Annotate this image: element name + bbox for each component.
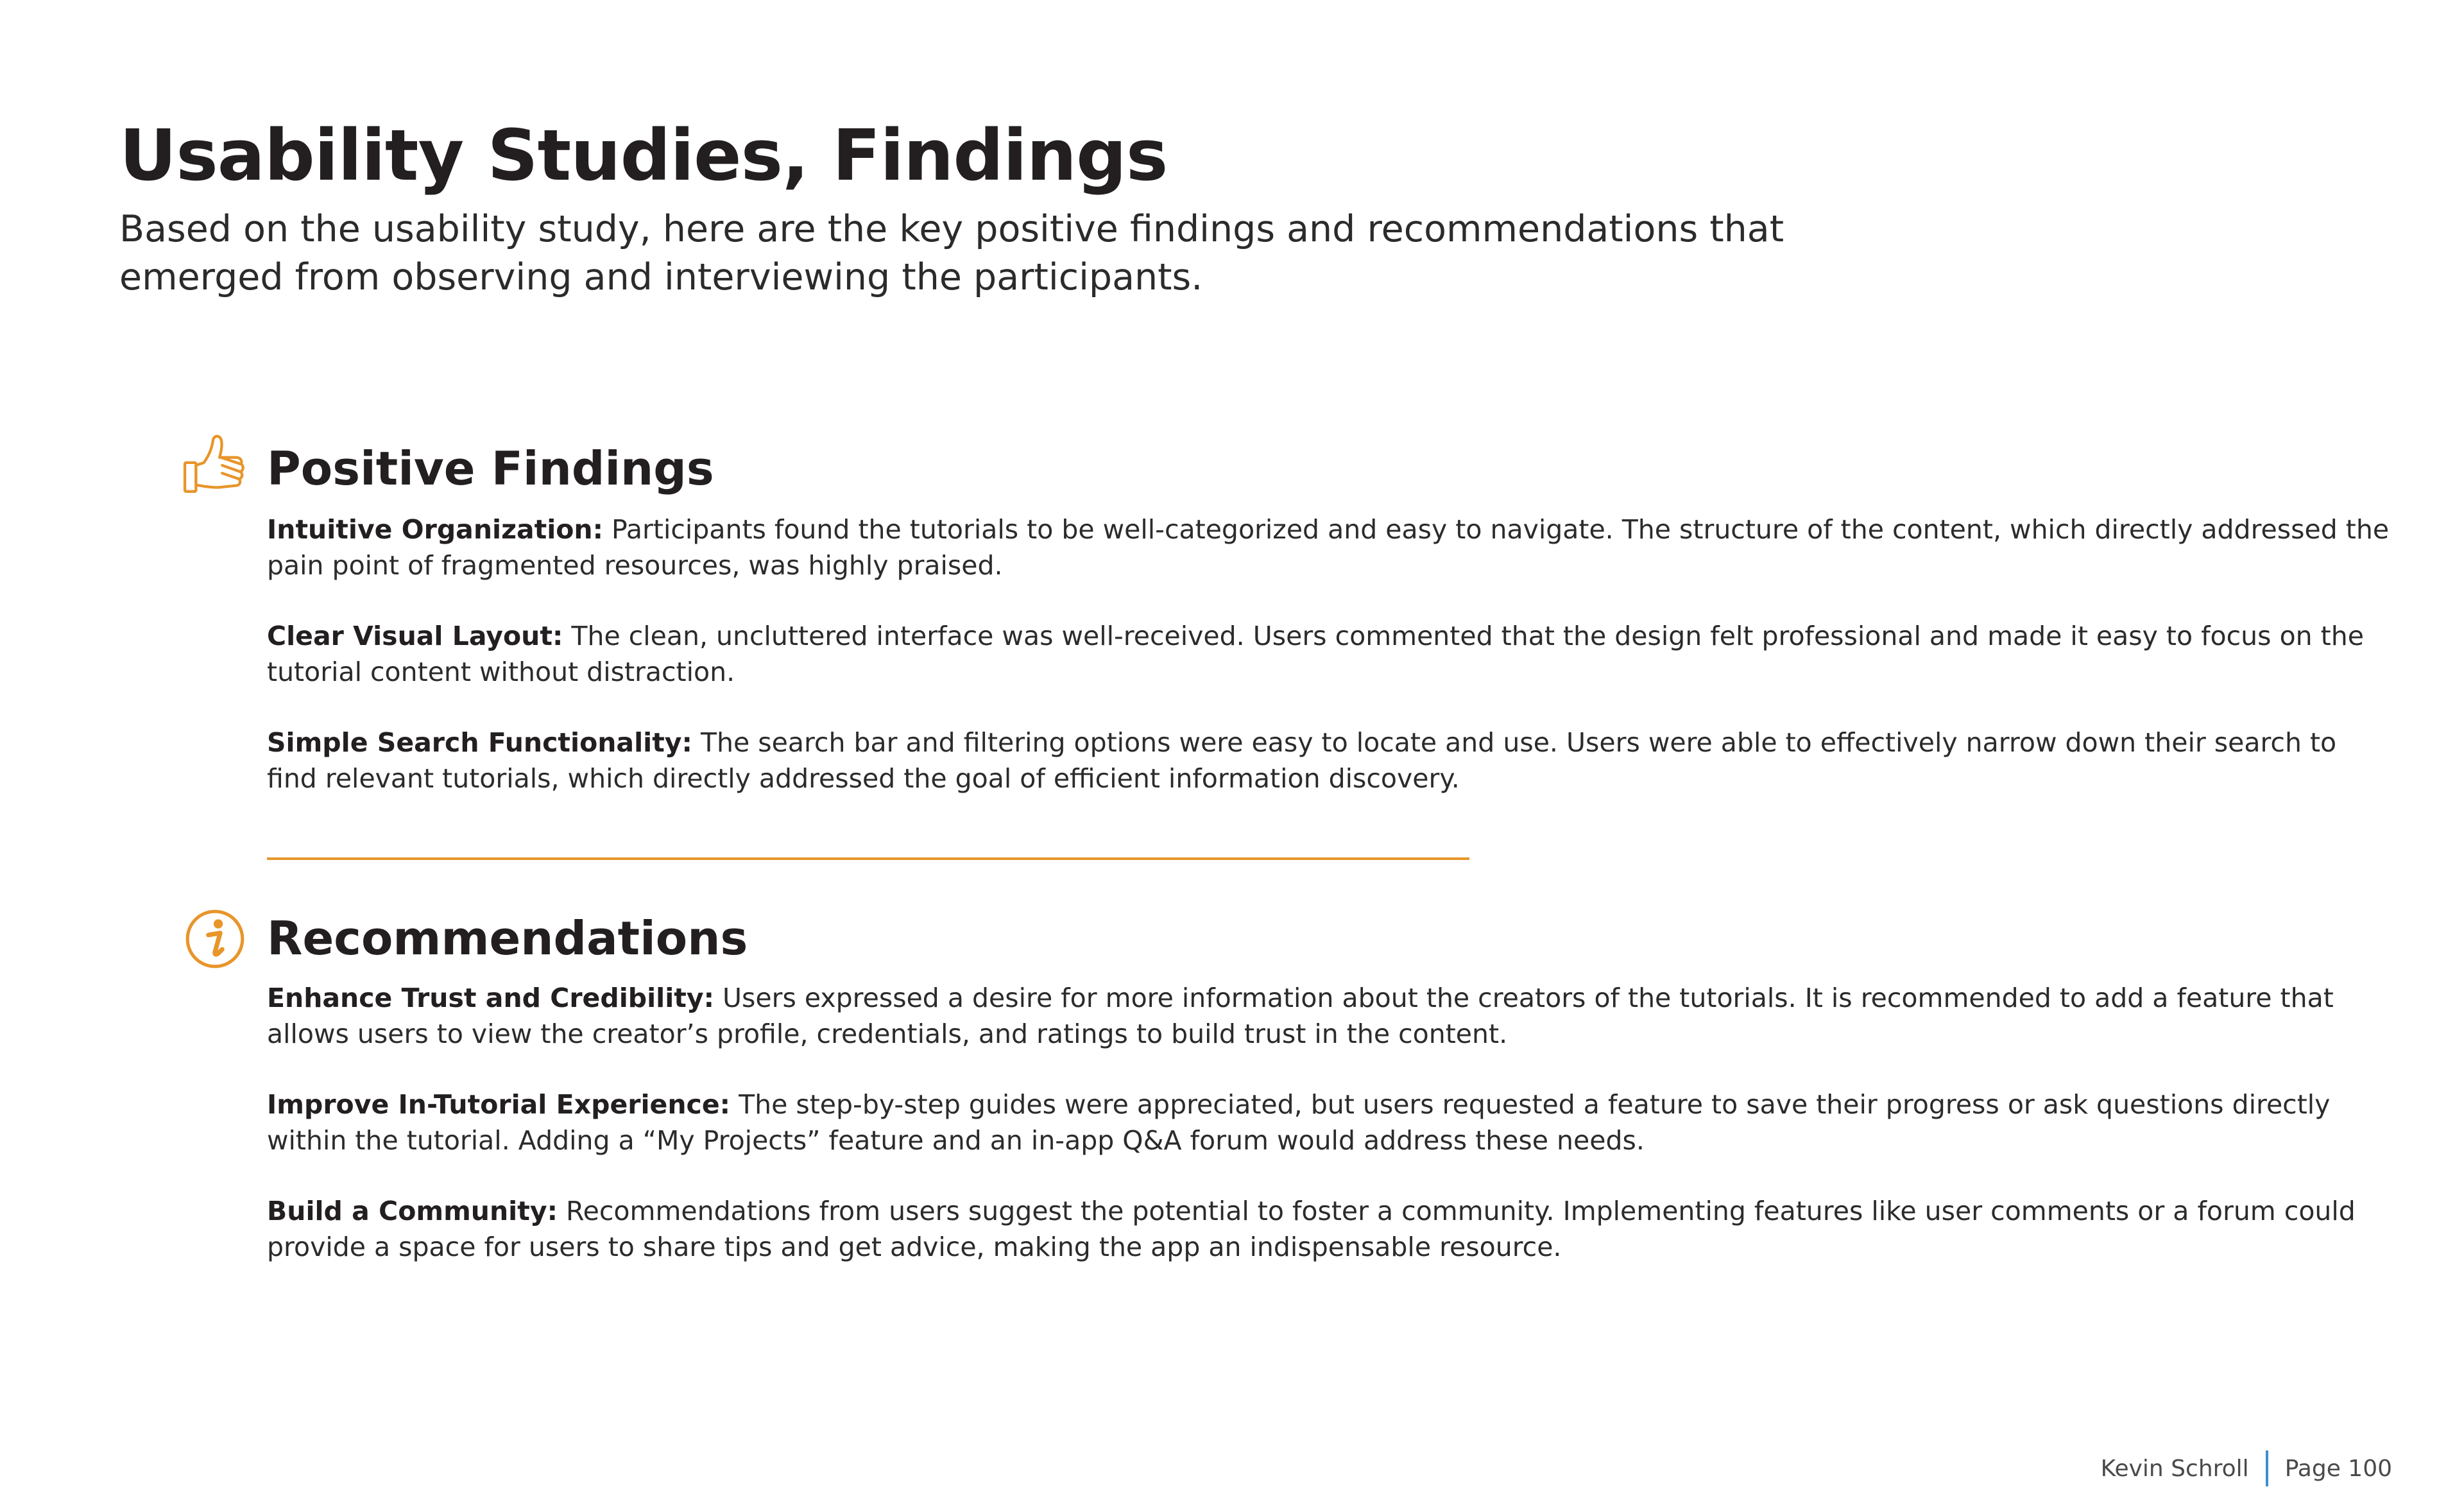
- finding-item: [267, 618, 2391, 690]
- section-heading-recommendations: Recommendations: [267, 911, 748, 965]
- finding-title: Clear Visual Layout:: [267, 621, 563, 651]
- finding-item: [267, 512, 2391, 583]
- recommendation-item: [267, 980, 2391, 1052]
- footer-page-number: Page 100: [2284, 1455, 2392, 1482]
- thumbs-up-icon: [182, 433, 248, 498]
- page-intro: Based on the usability study, here are the key positive findings and recommendations that emerged from observing and interviewing the participants.: [119, 208, 1784, 298]
- recommendation-text: The step-by-step guides were appreciated, but users requested a feature to save their progress or ask questions directly within the tutorial. Adding a “My Projects” feature and an in-app Q&A forum would address these needs.: [267, 1089, 2331, 1156]
- recommendation-item: [267, 1087, 2391, 1158]
- info-icon: [182, 906, 248, 972]
- finding-text: The search bar and filtering options were easy to locate and use. Users were able to effectively narrow down their search to find relevant tutorials, which directly addressed the goal of efficient information discovery.: [267, 727, 2337, 794]
- finding-item: [267, 725, 2391, 796]
- finding-title: Simple Search Functionality:: [267, 727, 692, 758]
- recommendation-text: Users expressed a desire for more information about the creators of the tutorials. It is recommended to add a feature that allows users to view the creator’s profile, credentials, and ratings to build trust in the content.: [267, 983, 2334, 1049]
- section-divider: [267, 857, 1469, 860]
- section-heading-positive-findings: Positive Findings: [267, 442, 714, 495]
- recommendation-title: Improve In-Tutorial Experience:: [267, 1089, 731, 1120]
- recommendation-text: Recommendations from users suggest the potential to foster a community. Implementing features like user comments or a forum could provide a space for users to share tips and get advice, making the app an indispensable resource.: [267, 1196, 2356, 1262]
- finding-text: Participants found the tutorials to be well-categorized and easy to navigate. The structure of the content, which directly addressed the pain point of fragmented resources, was highly praised.: [267, 514, 2390, 581]
- page-title: Usability Studies, Findings: [119, 114, 1168, 196]
- footer-separator: [2266, 1450, 2268, 1486]
- page-footer: [2101, 1449, 2392, 1488]
- finding-title: Intuitive Organization:: [267, 514, 604, 545]
- footer-author: Kevin Schroll: [2100, 1455, 2249, 1482]
- finding-text: The clean, uncluttered interface was well-received. Users commented that the design felt professional and made it easy to focus on the tutorial content without distraction.: [267, 621, 2364, 687]
- recommendation-item: [267, 1193, 2391, 1265]
- recommendations-list: [267, 980, 2391, 1265]
- recommendation-title: Build a Community:: [267, 1196, 558, 1226]
- positive-findings-list: [267, 512, 2391, 796]
- recommendation-title: Enhance Trust and Credibility:: [267, 983, 714, 1013]
